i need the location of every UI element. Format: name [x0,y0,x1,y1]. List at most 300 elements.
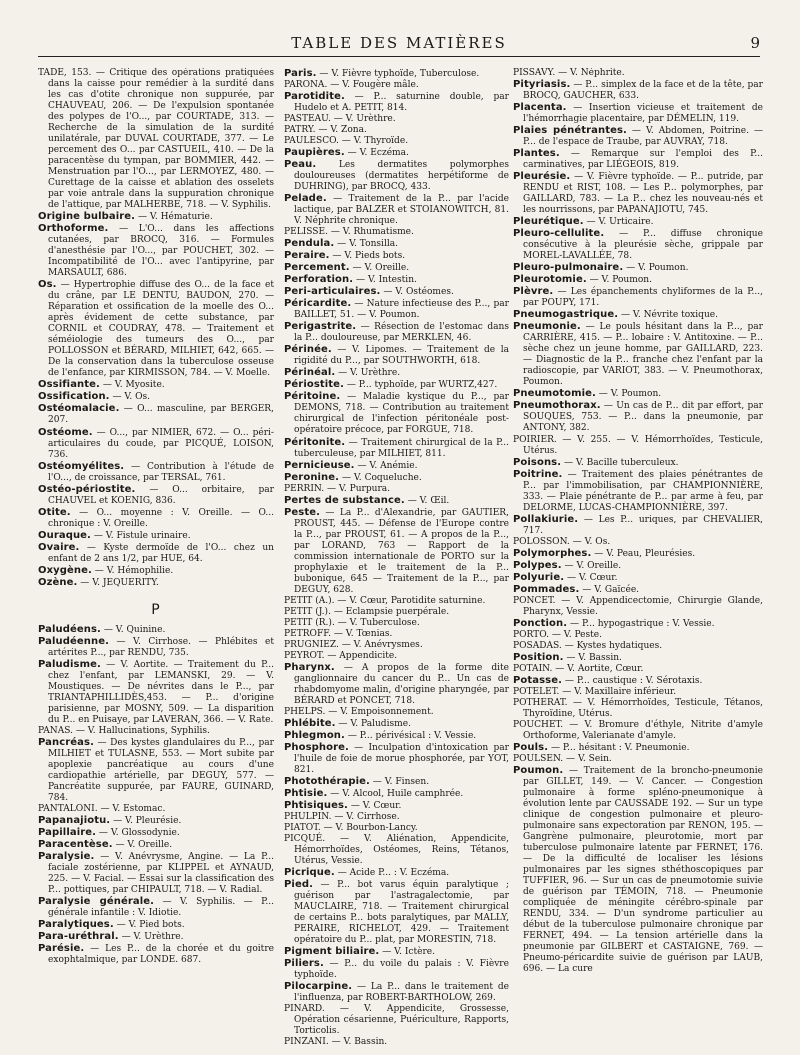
entry-headword: Poisons. [513,456,562,468]
entry-text: — L'O... dans les affections cutanées, par BROCQ, 316. — Formules d'anesthésie par l'O..., par POUCHET, 302. — Incompatibilité de l'O... avec l'antipyrine, par MARSAULT, 686. [48,224,274,279]
index-entry [38,461,274,484]
index-entry [38,427,274,461]
entry-headword: Pneumogastrique. [513,309,619,321]
entry-text: — V. Poumon. [623,263,689,274]
entry-text: — V. Os. [109,392,151,403]
index-entry [513,514,763,537]
entry-text: — V. Cœur. [564,572,618,583]
entry-text: PINZANI. — V. Bassin. [284,1037,388,1048]
entry-text: PAULESCO. — V. Thyroïde. [284,136,409,147]
entry-text: — V. Anémie. [354,460,418,471]
index-entry [38,403,274,426]
index-entry [513,79,763,102]
index-entry [284,147,509,159]
index-entry [284,618,509,629]
index-entry [513,286,763,309]
index-entry [513,687,763,698]
entry-headword: Pertes de substance. [284,494,405,506]
entry-text: — P... typhoïde, par WURTZ,427. [343,380,498,391]
section-letter: P [151,601,161,618]
entry-headword: Ostéomyélites. [38,460,125,472]
entry-text: — V. Fièvre typhoïde. — P... putride, par RENDU et RIST, 108. — Les P... polymorphes, par GAILLARD, 783. — La P... chez les nouveau-nés et les nourrissons, par PAPANAJIOTU, 745. [523,172,763,216]
index-entry [38,726,274,737]
index-entry [284,651,509,662]
entry-headword: Peste. [284,506,321,518]
entry-headword: Parotidite. [284,91,345,103]
entry-text: — P... hypogastrique : V. Vessie. [567,618,715,629]
index-entry [513,309,763,321]
entry-text: PHULPIN. — V. Cirrhose. [284,812,400,823]
entry-text: — V. Alcool, Huile camphrée. [327,788,464,799]
entry-headword: Polypes. [513,559,562,571]
index-entry [284,867,509,879]
entry-headword: Paludéens. [38,623,101,635]
index-entry [513,641,763,652]
entry-headword: Pityriasis. [513,79,571,91]
entry-text: — V. Cœur. [347,801,402,811]
index-entry [38,839,274,851]
entry-text: PETIT (R.). — V. Tuberculose. [284,617,420,628]
index-entry [284,640,509,651]
entry-headword: Ovaire. [38,541,80,553]
entry-headword: Piliers. [284,958,324,970]
index-entry [284,68,509,80]
entry-text: — V. Anévrysme, Angine. — La P... faciale zostérienne, par KLIPPEL et AYNAUD, 225. — V. Facial. — Essai sur la classification des P... pottiques, par CHIPAULT, 718. — V. Radial. [48,852,274,896]
entry-headword: Périnéal. [284,367,336,379]
index-entry [38,636,274,659]
entry-text: — V. Fistule urinaire. [90,530,191,541]
entry-headword: Placenta. [513,102,567,114]
index-entry [38,507,274,530]
entry-headword: Oxygène. [38,564,92,576]
index-entry [284,159,509,193]
index-entry [38,484,274,507]
index-entry [513,321,763,388]
page-number: 9 [750,34,760,52]
entry-text: — Contribution à l'étude de l'O..., de croissance, par TERSAL, 761. [48,461,274,483]
index-entry [38,896,274,919]
entry-headword: Parésie. [38,943,85,955]
entry-text: — La P... dans le traitement de l'influenza, par ROBERT-BARTHOLOW, 269. [294,982,509,1004]
index-entry [284,484,509,495]
index-entry [513,435,763,457]
index-entry [513,548,763,560]
entry-headword: Pilocarpine. [284,981,353,993]
index-entry [38,919,274,931]
entry-text: — Un cas de P... dit par effort, par SOUQUES, 753. — P... dans la pneumonie, par ANTONY, 382. [523,401,763,434]
entry-headword: Poitrine. [513,468,563,480]
entry-text: — V. Peau, Pleurésies. [591,548,696,559]
entry-headword: Péritoine. [284,391,341,403]
index-entry [513,171,763,216]
entry-text: — Traitement chirurgical de la P... tuberculeuse, par MILHIET, 811. [294,437,509,459]
entry-headword: Pollakiurie. [513,513,579,525]
index-entry [284,607,509,618]
index-column-2 [284,68,509,1048]
index-entry [284,776,509,788]
index-entry [513,572,763,584]
index-entry [38,279,274,379]
entry-headword: Pelade. [284,193,327,205]
entry-text: — Hypertrophie diffuse des O... de la face et du crâne, par LE DENTU, BAUDON, 270. — Réparation et ossification de la moelle des O... après évidement de cette substance, par CORNIL et COUDRAY, 478. — Traitement et séméiologie des tumeurs des O..., par POLLOSSON et BÉRARD, MILHIET, 642, 665. — De la conservation dans la tuberculose osseuse de l'enfance, par KIRMISSON, 784. — V. Moelle. [48,280,274,379]
entry-text: POLOSSON. — V. Os. [513,536,611,547]
index-entry [284,344,509,367]
entry-text: — P... saturnine double, par Hudelo et A. PETIT, 814. [294,92,509,114]
index-entry [38,211,274,223]
index-entry [284,946,509,958]
entry-headword: Ossifiante. [38,379,100,391]
index-entry [284,958,509,981]
entry-text: — Traitement de la P... par l'acide lactique, par BALZER et STOIANOWITCH, 81. V. Néphrite chronique. [294,194,509,227]
index-entry [513,698,763,720]
entry-headword: Paludisme. [38,658,101,670]
entry-text: — V. JEQUERITY. [77,577,159,588]
entry-text: — V. Quinine. [100,624,166,635]
entry-text: PETROFF. — V. Tœnias. [284,628,393,639]
entry-headword: Paupières. [284,147,345,159]
index-entry [38,815,274,827]
entry-headword: Péritonite. [284,436,346,448]
index-entry [38,851,274,896]
index-entry [513,68,763,79]
index-entry [284,629,509,640]
entry-text: POSADAS. — Kystes hydatiques. [513,640,663,651]
index-entry [284,298,509,321]
entry-headword: Perforation. [284,274,354,286]
entry-headword: Position. [513,651,564,663]
entry-text: — Insertion vicieuse et traitement de l'hémorrhagie placentaire, par DÉMELIN, 119. [523,103,763,125]
entry-text: TADE, 153. — Critique des opérations pratiquées dans la caisse pour remédier à la surdité dans les cas d'otite chronique non suppurée, par CHAUVEAU, 206. — De l'expulsion spontanée des polypes de l'O..., par COURTADE, 313. — Recherche de la simulation de la surdité unilatérale, par DUVAL COURTADE, 377. — Le percement des O... par CASTUEIL, 410. — De la paracentèse du tympan, par BOMMIER, 442. — Menstruation par l'O..., par LERMOYEZ, 480. — Curettage de la caisse et ablation des osselets par voie antrale dans la suppuration chronique de l'attique, par MALHERBE, 718. — V. Syphilis. [38,68,274,211]
entry-headword: Para-uréthral. [38,931,119,943]
index-entry [38,943,274,966]
entry-headword: Ostéo-périostite. [38,483,136,495]
entry-text: — V. Bassin. [563,652,622,663]
entry-text: PANTALONI. — V. Estomac. [38,803,166,814]
index-entry [513,742,763,754]
index-entry [38,804,274,815]
index-entry [513,388,763,400]
index-entry [38,223,274,279]
entry-headword: Pernicieuse. [284,459,355,471]
entry-text: — V. Glossodynie. [96,828,180,839]
index-entry [284,80,509,91]
entry-text: — P... bot varus équin paralytique ; guérison par l'astragalectomie, par MAUCLAIRE, 718. — Traitement chirurgical de certains P... bots paralytiques, par MALLY, PERAIRE, RICHELOT, 429. — Traitement opératoire du P... plat, par MORESTIN, 718. [294,880,509,946]
index-entry [513,228,763,262]
entry-headword: Pleuro-cellulite. [513,228,605,240]
entry-headword: Phtisiques. [284,800,348,811]
index-entry [513,560,763,572]
index-entry [38,530,274,542]
index-entry [38,931,274,943]
entry-text: — Traitement des plaies pénétrantes de P... par l'immobilisation, par CHAMPIONNIÈRE, 333. — Plaie pénétrante de P... par arme à feu, par DELORME, LUCAS-CHAMPIONNIÈRE, 397. [523,469,763,513]
index-entry [284,227,509,238]
index-entry [513,125,763,148]
index-entry [284,981,509,1004]
entry-text: — V. Pleurésie. [110,816,182,826]
entry-headword: Pleurétique. [513,216,584,228]
entry-headword: Pendula. [284,238,335,250]
entry-text: — V. Œil. [404,495,450,506]
entry-headword: Pommades. [513,583,580,595]
entry-text: PASTEAU. — V. Urèthre. [284,114,396,125]
entry-text: Les dermatites polymorphes douloureuses (dermatites herpétiforme de DUHRING), par BROCQ, 433. [294,160,509,193]
index-entry [513,720,763,742]
index-entry [513,584,763,596]
entry-text: — V. Aortite. — Traitement du P... chez l'enfant, par LEMANSKI, 29. — V. Moustiques. — De névrites dans le P..., par TRIANTAPHILLIDÈS,453. — P... d'origine parisienne, par MOSNY, 509. — La disparition du P... en Puisaye, par LAVERAN, 366. — V. Rate. [48,659,274,725]
entry-text: POUCHET. — V. Bromure d'éthyle, Nitrite d'amyle Orthoforme, Valerianate d'amyle. [513,719,763,741]
entry-headword: Phlegmon. [284,729,345,741]
index-entry [513,765,763,975]
entry-text: PRUGNIEZ. — V. Anévrysmes. [284,639,423,650]
index-entry [38,659,274,726]
index-entry [284,662,509,707]
entry-text: — V. Tonsilla. [334,239,398,250]
index-entry [513,262,763,274]
header-rule [38,56,760,57]
entry-text: — Nature infectieuse des P..., par BAILLET, 51. — V. Poumon. [294,299,509,321]
index-entry [284,250,509,262]
entry-headword: Ossification. [38,391,110,403]
entry-text: — Remarque sur l'emploi des P... carminatives, par LIÉGEOIS, 819. [523,149,763,171]
entry-text: — P... simplex de la face et de la tête, par BROCQ, GAUCHER, 633. [523,80,763,102]
index-entry [513,664,763,675]
entry-headword: Pleuro-pulmonaire. [513,262,624,274]
entry-text: — La P... d'Alexandrie, par GAUTIER, PROUST, 445. — Défense de l'Europe contre la P..., par PROUST, 61. — A propos de la P..., par LORAND, 763 — Rapport de la commission internationale de PORTO sur la prophylaxie et le traitement de la P... bubonique, 645 — Traitement de la P..., par DEGUY, 628. [294,507,509,595]
index-entry [284,262,509,274]
entry-headword: Périostite. [284,379,344,391]
entry-text: PIATOT. — V. Bourbon-Lancy. [284,823,418,834]
index-entry [284,472,509,484]
entry-headword: Péricardite. [284,298,352,310]
index-entry [38,379,274,391]
index-entry [284,437,509,460]
entry-headword: Pharynx. [284,661,335,673]
entry-headword: Peri-articulaires. [284,286,381,298]
entry-text: — V. Cirrhose. — Phlébites et artérites P..., par RENDU, 735. [48,636,274,658]
entry-text: PARONA. — V. Fougère mâle. [284,80,419,91]
entry-text: — Les P... de la chorée et du goitre exophtalmique, par LONDE. 687. [48,944,274,966]
entry-text: — V. Bacille tuberculeux. [561,457,679,468]
entry-text: POTELET. — V. Maxillaire inférieur. [513,686,677,697]
entry-text: — V. Oreille. [112,840,173,851]
entry-text: — P... périvésical : V. Vessie. [344,730,477,741]
index-entry [513,400,763,434]
index-entry [513,457,763,469]
index-entry [284,495,509,507]
index-entry [513,596,763,618]
entry-text: — A propos de la forme dite ganglionnaire du cancer du P... Un cas de rhabdomyome malin, d'origine pharyngée, par BÉRARD et PONCET, 718. [294,662,509,706]
index-entry [284,286,509,298]
entry-text: — V. Gaïcée. [579,584,640,595]
index-entry [513,675,763,687]
entry-headword: Pleurésie. [513,171,571,183]
entry-text: — Inculpation d'intoxication par l'huile de foie de morue phosphorée, par YOT, 821. [294,742,509,775]
entry-text: — V. Finsen. [369,776,430,787]
entry-headword: Paris. [284,68,317,79]
entry-headword: Peau. [284,159,317,171]
index-entry [513,148,763,171]
index-entry [284,114,509,125]
page-header [38,34,760,58]
entry-text: POTHERAT. — V. Hémorrhoïdes, Testicule, Tétanos, Thyroïdine, Utérus. [513,697,763,719]
index-entry [38,737,274,804]
entry-headword: Picrique. [284,867,335,879]
entry-text: — Kyste dermoïde de l'O... chez un enfant de 2 ans 1/2, par HUE, 64. [48,542,274,564]
entry-text: PERRIN. — V. Purpura. [284,483,391,494]
index-entry [284,879,509,946]
index-entry [513,469,763,514]
entry-text: — V. Poumon. [586,275,652,286]
entry-headword: Pouls. [513,741,549,753]
index-entry [513,216,763,228]
entry-text: — V. Paludisme. [335,718,411,729]
index-entry [284,391,509,436]
index-entry [284,834,509,867]
entry-headword: Orthoforme. [38,223,109,235]
entry-text: — V. Pied bots. [113,920,185,931]
entry-text: PINARD. — V. Appendicite, Grossesse, Opération césarienne, Puériculture, Rapports, Torticolis. [284,1004,509,1037]
index-entry [38,827,274,839]
entry-text: PORTO. — V. Peste. [513,629,602,640]
index-entry [284,742,509,776]
entry-text: POULSEN. — V. Sein. [513,753,612,764]
entry-headword: Os. [38,279,57,291]
entry-text: — V. Oreille. [561,560,622,571]
entry-text: — V. Ostéomes. [380,287,454,298]
index-entry [284,274,509,286]
entry-text: — V. Ictère. [379,947,436,958]
entry-headword: Polyurie. [513,571,565,583]
index-entry [513,102,763,125]
index-entry [284,800,509,812]
entry-text: PEYROT. — Appendicite. [284,650,398,661]
entry-headword: Poumon. [513,764,564,776]
index-entry [284,730,509,742]
entry-text: — V. Poumon. [595,389,662,400]
entry-headword: Phtisie. [284,787,328,799]
entry-headword: Perigastrite. [284,321,357,333]
index-entry [284,823,509,834]
entry-text: — Des kystes glandulaires du P..., par MILHIET et TULASNE, 553. — Mort subite par apoplexie pancréatique au cours d'une cardiopathie artérielle, par DEGUY, 577. — Pancréatite suppurée, par FAURE, GUINARD, 784. [48,737,274,803]
entry-headword: Périnée. [284,344,332,356]
entry-headword: Ponction. [513,617,568,629]
entry-text: — O... orbitaire, par CHAUVEL et KOENIG, 836. [48,484,274,506]
entry-headword: Paralysie générale. [38,896,155,908]
entry-text: — Les épanchements chyliformes de la P..., par POUPY, 171. [523,287,763,309]
entry-headword: Plantes. [513,148,560,160]
index-entry [513,754,763,765]
entry-headword: Pigment biliaire. [284,946,380,958]
entry-headword: Origine bulbaire. [38,211,136,223]
entry-headword: Ozène. [38,576,78,588]
entry-text: — Les P... uriques, par CHEVALIER, 717. [523,514,763,536]
entry-text: — O... moyenne : V. Oreille. — O... chronique : V. Oreille. [48,507,274,529]
index-entry [38,577,274,589]
entry-text: POIRIER. — V. 255. — V. Hémorrhoïdes, Testicule, Utérus. [513,434,763,456]
entry-headword: Plaies pénétrantes. [513,125,627,137]
entry-text: PANAS. — V. Hallucinations, Syphilis. [38,725,210,736]
entry-text: PETIT (J.). — Eclampsie puerpérale. [284,606,450,617]
index-entry [284,193,509,227]
entry-text: — V. Urticaire. [583,217,654,228]
entry-headword: Potasse. [513,674,563,686]
entry-text: — P... diffuse chronique consécutive à la pleurésie sèche, grippale par MOREL-LAVALLÉE, 78. [523,229,763,262]
entry-headword: Phosphore. [284,741,349,753]
entry-text: — Résection de l'estomac dans la P... douloureuse, par MERKLEN, 46. [294,322,509,344]
entry-headword: Paludéenne. [38,635,109,647]
entry-text: — V. Névrite toxique. [618,310,719,321]
entry-text: POTAIN. — V. Aortite, Cœur. [513,663,644,674]
index-entry [38,68,274,211]
entry-text: PICQUÉ. — V. Aliénation, Appendicite, Hémorrhoïdes, Ostéomes, Reins, Tétanos, Utérus, Vessie. [284,834,509,867]
entry-text: — V. Urèthre. [118,932,184,943]
entry-headword: Photothérapie. [284,775,370,787]
entry-headword: Pied. [284,879,313,891]
entry-text: — O..., par NIMIER, 672. — O... péri-articulaires du coude, par PICQUÉ, LOISON, 736. [48,427,274,460]
entry-text: PISSAVY. — V. Néphrite. [513,68,625,78]
index-entry [513,652,763,664]
entry-text: PONCET. — V. Appendicectomie, Chirurgie Glande, Pharynx, Vessie. [513,595,763,617]
entry-text: — V. Urèthre. [335,368,401,379]
index-entry [284,812,509,823]
entry-text: PETIT (A.). — V. Cœur, Parotidite saturnine. [284,595,486,606]
entry-text: — V. Hématurie. [135,212,213,223]
entry-text: — P... du voile du palais : V. Fièvre typhoïde. [294,959,509,981]
entry-headword: Phlébite. [284,717,336,729]
entry-headword: Pleurotomie. [513,274,587,286]
entry-text: — V. Intestin. [353,275,417,286]
index-entry [284,1004,509,1037]
index-entry [284,1037,509,1048]
index-entry [38,565,274,577]
index-entry [38,624,274,636]
index-entry [284,238,509,250]
entry-headword: Peraire. [284,250,330,262]
entry-text: — Le pouls hésitant dans la P..., par CARRIÈRE, 415. — P... lobaire : V. Antitoxine. — P... sèche chez un jeune homme, par GAILLARD, 223. — Diagnostic de la P... franche chez l'enfant par la radioscopie, par VARIOT, 383. — V. Pneumothorax, Poumon. [523,322,763,388]
entry-text: — Acide P... : V. Eczéma. [334,868,450,879]
entry-text: — V. Myosite. [99,380,165,391]
index-entry [284,367,509,379]
entry-text: — V. Lipomes. — Traitement de la rigidité du P..., par SOUTHWORTH, 618. [294,345,509,367]
entry-text: — Traitement de la broncho-pneumonie par GILLET, 149. — V. Cancer. — Congestion pulmonaire à forme spléno-pneumonique à évolution lente par CAUSSADE 192. — Sur un type clinique de congestion pulmonaire et pleuro-pulmonaire sans expectoration par RENON, 195. — Gangrène pulmonaire, pleurotomie, mort par tuberculose pulmonaire latente par FERNET, 176. — De la difficulté de localiser les lésions pulmonaires par les signes sthéthoscopiques par TUFFIER, 96. — Sur un cas de pneumotomie suivie de guérison par TÉMOIN, 718. — Pneumonie compliquée de méningite cérébro-spinale par RENDU, 334. — D'un syndrome particulier au début de la tuberculose pulmonaire chronique par FERNET, 494. — La tension artérielle dans la pneumonie par GILBERT et CASTAIGNE, 769. — Pneumo-péricardite suivie de guérison par LAUB, 696. — La cure [523,765,763,975]
index-entry [513,630,763,641]
entry-text: — P... hésitant : V. Pneumonie. [548,742,690,753]
index-entry [513,274,763,286]
entry-headword: Ouraque. [38,529,91,541]
entry-headword: Papillaire. [38,827,97,839]
page-title: TABLE DES MATIÈRES [291,34,507,52]
entry-text: — V. Eczéma. [344,148,409,159]
entry-text: — O... masculine, par BERGER, 207. [48,404,274,426]
entry-text: — V. Coqueluche. [339,472,422,483]
entry-headword: Pneumonie. [513,321,581,333]
entry-headword: Pneumothorax. [513,400,601,412]
index-entry [284,91,509,114]
index-entry [513,618,763,630]
entry-headword: Paralytiques. [38,919,114,931]
entry-text: — V. Abdomen, Poitrine. — P... de l'espace de Traube, par AUVRAY, 718. [523,126,763,148]
index-entry [38,391,274,403]
entry-headword: Plèvre. [513,286,554,298]
entry-headword: Papanajiotu. [38,815,111,826]
entry-headword: Otite. [38,506,71,518]
entry-headword: Polymorphes. [513,547,592,559]
entry-headword: Peronine. [284,471,340,483]
entry-text: PHELPS. — V. Empoisonnement. [284,706,434,717]
index-entry [284,707,509,718]
entry-text: — V. Hémophilie. [91,565,174,576]
entry-headword: Paracentèse. [38,839,113,851]
